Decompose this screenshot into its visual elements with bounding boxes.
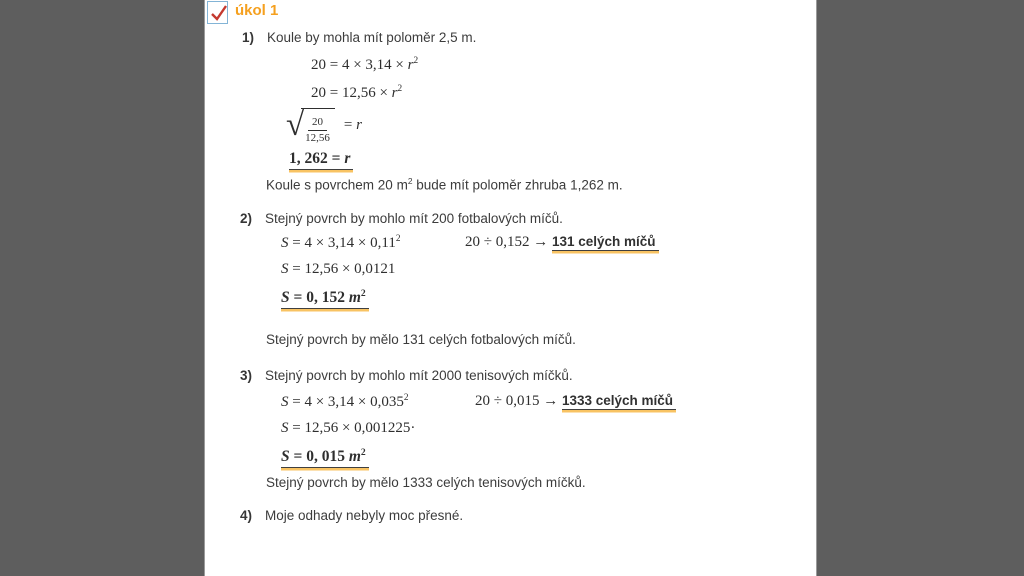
result-3-exponent: 2	[360, 447, 366, 458]
side-calc-2	[465, 234, 659, 251]
equation-3-1-body: = 4 × 3,14 × 0,035	[288, 394, 404, 410]
item-1-row	[242, 30, 476, 45]
result-2-value: = 0, 152	[289, 289, 349, 307]
result-3-variable: S	[281, 448, 290, 466]
result-2-underlined	[281, 288, 369, 309]
equation-2-1	[281, 234, 400, 252]
side-calc-2-result: 131 celých míčů	[552, 234, 659, 251]
equation-3-1-exponent: 2	[403, 393, 409, 403]
result-1-value: 1, 262 =	[289, 150, 345, 167]
result-3-value: = 0, 015	[289, 448, 349, 466]
fraction-numerator: 20	[308, 116, 327, 131]
equation-3-2-body: = 12,56 × 0,001225·	[288, 420, 416, 436]
equation-3-1-variable: S	[281, 394, 289, 410]
equation-2-1-variable: S	[281, 235, 289, 251]
task-title: úkol 1	[235, 2, 279, 19]
equation-1-1-body: 20 = 4 × 3,14 ×	[311, 57, 408, 73]
sqrt-equals: =	[343, 116, 357, 133]
item-3-row	[240, 368, 573, 383]
side-calc-3-expression: 20 ÷ 0,015 →	[475, 393, 562, 409]
result-3-underlined	[281, 447, 369, 468]
equation-1-2-variable: r	[391, 85, 398, 101]
equation-1-1	[311, 56, 418, 74]
equation-1-2-exponent: 2	[397, 84, 403, 94]
equation-2-1-exponent: 2	[395, 234, 401, 244]
conclusion-1-pre: Koule s povrchem 20 m	[266, 177, 408, 193]
result-2-unit: m	[348, 289, 361, 307]
checkmark-icon	[209, 4, 229, 22]
result-2-variable: S	[281, 289, 290, 307]
result-3-unit: m	[348, 448, 361, 466]
item-4-row	[240, 508, 463, 523]
result-2	[281, 288, 369, 309]
equation-2-2-variable: S	[281, 261, 289, 277]
item-3-text: Stejný povrch by mohlo mít 2000 tenisových míčků.	[265, 368, 573, 383]
viewer-right-margin	[816, 0, 1024, 576]
equation-3-2	[281, 420, 415, 437]
sqrt-rhs	[344, 117, 362, 134]
item-2-number: 2)	[240, 211, 253, 226]
result-3	[281, 447, 369, 468]
item-4-text: Moje odhady nebyly moc přesné.	[265, 508, 464, 523]
conclusion-1-exponent: 2	[407, 176, 413, 186]
result-2-exponent: 2	[360, 288, 366, 299]
equation-1-1-variable: r	[407, 57, 414, 73]
radical-sign: √	[286, 106, 305, 143]
conclusion-1	[266, 176, 623, 193]
item-4-number: 4)	[240, 508, 253, 523]
side-calc-3-result: 1333 celých míčů	[562, 393, 676, 410]
equation-1-2-body: 20 = 12,56 ×	[311, 85, 392, 101]
item-1-number: 1)	[242, 30, 255, 45]
task-checkbox[interactable]	[207, 1, 228, 24]
result-1-underlined	[289, 150, 353, 170]
item-3-number: 3)	[240, 368, 253, 383]
fraction-denominator: 12,56	[305, 131, 330, 144]
side-calc-3	[475, 393, 676, 410]
equation-3-1	[281, 393, 409, 411]
conclusion-2: Stejný povrch by mělo 131 celých fotbalových míčů.	[266, 332, 576, 347]
sqrt-variable: r	[356, 116, 362, 133]
conclusion-1-post: bude mít poloměr zhruba 1,262 m.	[412, 177, 623, 193]
item-1-text: Koule by mohla mít poloměr 2,5 m.	[267, 30, 477, 45]
sqrt-expression	[286, 106, 362, 144]
equation-3-2-variable: S	[281, 420, 289, 436]
fraction	[305, 116, 330, 144]
result-1	[289, 150, 353, 170]
equation-1-2	[311, 84, 402, 102]
radicand	[301, 108, 335, 144]
equation-1-1-exponent: 2	[413, 56, 419, 66]
side-calc-2-expression: 20 ÷ 0,152 →	[465, 234, 552, 250]
result-1-variable: r	[344, 150, 351, 167]
equation-2-1-body: = 4 × 3,14 × 0,11	[288, 235, 396, 251]
equation-2-2	[281, 261, 395, 278]
equation-2-2-body: = 12,56 × 0,0121	[288, 261, 396, 277]
item-2-row	[240, 211, 563, 226]
viewer-left-margin	[0, 0, 205, 576]
item-2-text: Stejný povrch by mohlo mít 200 fotbalových míčů.	[265, 211, 563, 226]
document-page	[206, 0, 816, 576]
conclusion-3: Stejný povrch by mělo 1333 celých tenisových míčků.	[266, 475, 586, 490]
